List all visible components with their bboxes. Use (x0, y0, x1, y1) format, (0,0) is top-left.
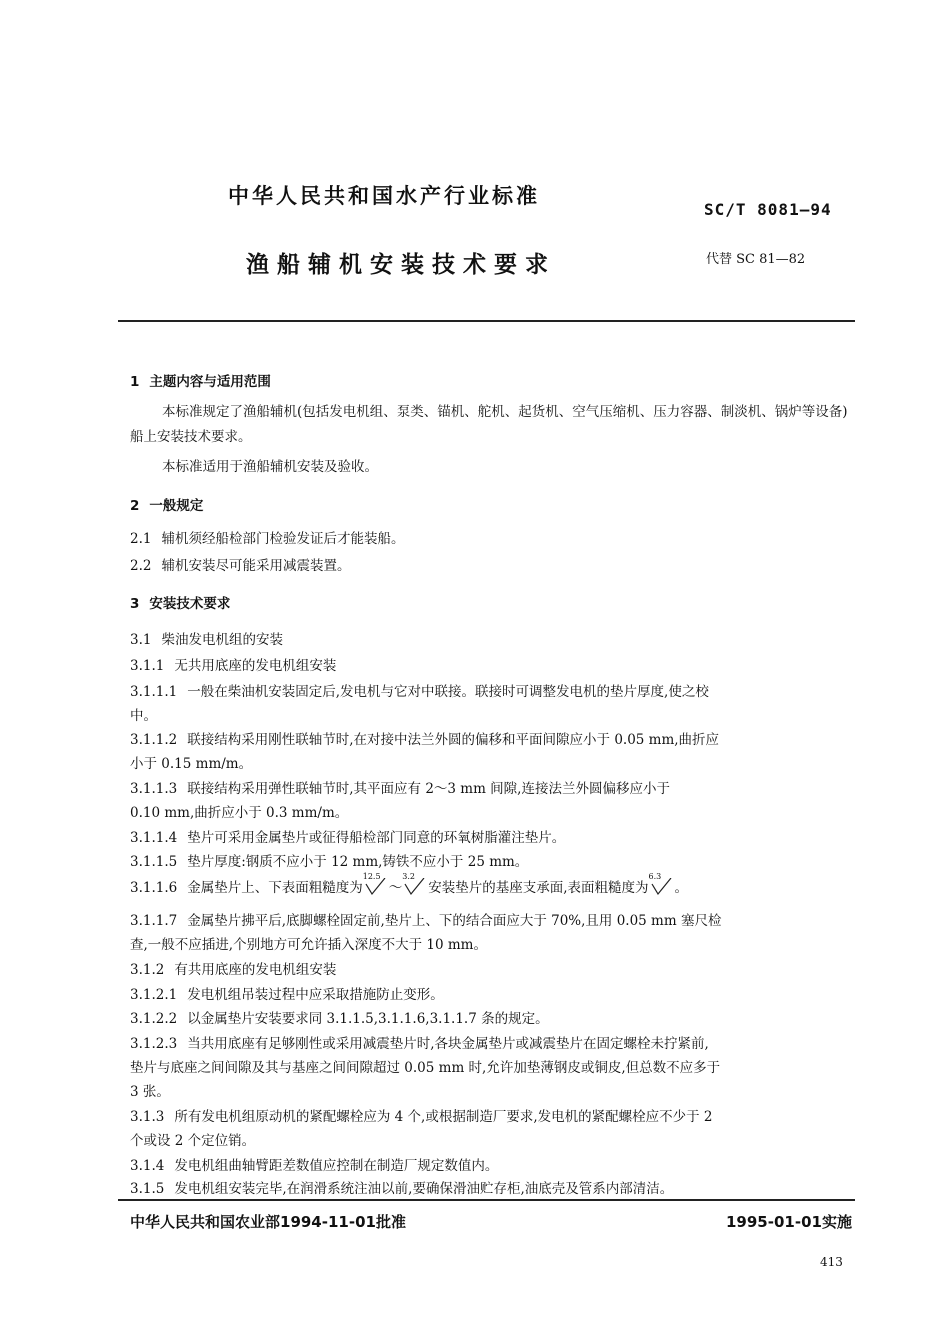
clause-3-1-1-6: 3.1.1.6 金属垫片上、下表面粗糙度为 12.5 ～ 3.2 安装垫片的基座支承面,表面粗糙度为 6.3 。 (130, 872, 689, 896)
section-1-paragraph-2: 本标准适用于渔船辅机安装及验收。 (162, 459, 378, 475)
roughness-check-icon (649, 878, 675, 896)
page-number: 413 (820, 1255, 843, 1269)
roughness-check-icon (402, 878, 428, 896)
clause-3-1-1-2-cont: 小于 0.15 mm/m。 (130, 756, 253, 772)
clause-3-1-3: 3.1.3 所有发电机组原动机的紧配螺栓应为 4 个,或根据制造厂要求,发电机的紧配螺栓应不少于 2 (130, 1109, 713, 1125)
clause-3-1-5: 3.1.5 发电机组安装完毕,在润滑系统注油以前,要确保滑油贮存柜,油底壳及管系内部清洁。 (130, 1181, 674, 1197)
roughness-symbol-12-5: 12.5 (363, 878, 389, 896)
clause-3-1-1: 3.1.1 无共用底座的发电机组安装 (130, 658, 337, 674)
standard-code: SC/T 8081—94 (704, 200, 832, 219)
roughness-symbol-6-3: 6.3 (649, 878, 675, 896)
clause-3-1-1-7-cont: 查,一般不应插进,个别地方可允许插入深度不大于 10 mm。 (130, 937, 487, 953)
clause-3-1: 3.1 柴油发电机组的安装 (130, 632, 283, 648)
clause-3-1-2: 3.1.2 有共用底座的发电机组安装 (130, 962, 337, 978)
section-3-heading: 3 安装技术要求 (130, 596, 231, 612)
roughness-symbol-3-2: 3.2 (402, 878, 428, 896)
clause-2-1: 2.1 辅机须经船检部门检验发证后才能装船。 (130, 531, 405, 547)
approval-statement: 中华人民共和国农业部1994-11-01批准 (130, 1213, 406, 1231)
clause-3-1-1-2: 3.1.1.2 联接结构采用刚性联轴节时,在对接中法兰外圆的偏移和平面间隙应小于 0.05 mm,曲折应 (130, 732, 720, 748)
header-divider (118, 320, 855, 322)
footer-divider (118, 1199, 855, 1201)
clause-3-1-1-3-cont: 0.10 mm,曲折应小于 0.3 mm/m。 (130, 805, 349, 821)
section-1-paragraph-1: 本标准规定了渔船辅机(包括发电机组、泵类、锚机、舵机、起货机、空气压缩机、压力容器、制淡机、锅炉等设备)船上安装技术要求。 (130, 404, 848, 445)
clause-3-1-2-1: 3.1.2.1 发电机组吊装过程中应采取措施防止变形。 (130, 987, 444, 1003)
clause-3-1-1-7: 3.1.1.7 金属垫片拂平后,底脚螺栓固定前,垫片上、下的结合面应大于 70%,且用 0.05 mm 塞尺检 (130, 913, 722, 929)
replaces-note: 代替 SC 81—82 (706, 252, 806, 267)
standard-category-title: 中华人民共和国水产行业标准 (228, 184, 540, 208)
roughness-check-icon (363, 878, 389, 896)
clause-3-1-4: 3.1.4 发电机组曲轴臂距差数值应控制在制造厂规定数值内。 (130, 1158, 499, 1174)
effective-date: 1995-01-01实施 (726, 1213, 852, 1231)
clause-3-1-1-4: 3.1.1.4 垫片可采用金属垫片或征得船检部门同意的环氧树脂灌注垫片。 (130, 830, 566, 846)
clause-3-1-1-1-cont: 中。 (130, 708, 157, 724)
document-title: 渔船辅机安装技术要求 (246, 252, 556, 278)
clause-3-1-2-2: 3.1.2.2 以金属垫片安装要求同 3.1.1.5,3.1.1.6,3.1.1.7 条的规定。 (130, 1011, 549, 1027)
clause-3-1-1-5: 3.1.1.5 垫片厚度:钢质不应小于 12 mm,铸铁不应小于 25 mm。 (130, 854, 529, 870)
section-1-heading: 1 主题内容与适用范围 (130, 374, 271, 390)
section-2-heading: 2 一般规定 (130, 498, 204, 514)
clause-3-1-2-3-cont2: 3 张。 (130, 1084, 170, 1100)
clause-3-1-3-cont: 个或设 2 个定位销。 (130, 1133, 256, 1149)
clause-2-2: 2.2 辅机安装尽可能采用减震装置。 (130, 558, 351, 574)
clause-3-1-1-3: 3.1.1.3 联接结构采用弹性联轴节时,其平面应有 2～3 mm 间隙,连接法兰外圆偏移应小于 (130, 781, 670, 797)
clause-3-1-2-3-cont: 垫片与底座之间间隙及其与基座之间间隙超过 0.05 mm 时,允许加垫薄钢皮或铜皮,但总数不应多于 (130, 1060, 721, 1076)
clause-3-1-2-3: 3.1.2.3 当共用底座有足够刚性或采用减震垫片时,各块金属垫片或减震垫片在固定螺栓未拧紧前, (130, 1036, 709, 1052)
clause-3-1-1-1: 3.1.1.1 一般在柴油机安装固定后,发电机与它对中联接。联接时可调整发电机的垫片厚度,使之校 (130, 684, 709, 700)
